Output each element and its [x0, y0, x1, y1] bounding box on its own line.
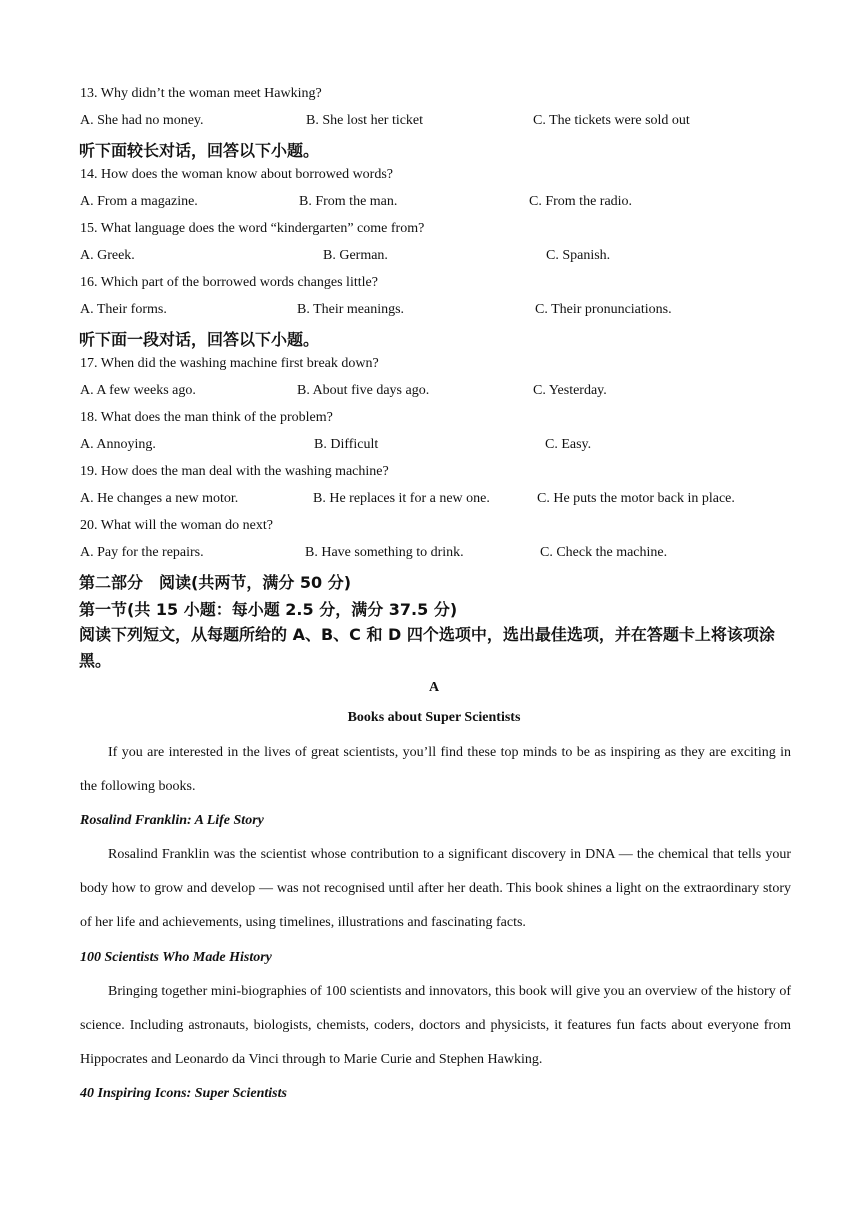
- question-17: 17. When did the washing machine first break down?: [80, 356, 379, 371]
- q15-option-b[interactable]: B. German.: [323, 248, 388, 263]
- book-title-100-scientists: 100 Scientists Who Made History: [80, 950, 272, 965]
- q13-option-a[interactable]: A. She had no money.: [80, 113, 204, 128]
- question-18: 18. What does the man think of the problem?: [80, 410, 333, 425]
- q18-option-a[interactable]: A. Annoying.: [80, 437, 156, 452]
- question-20: 20. What will the woman do next?: [80, 518, 273, 533]
- reading-directions: 阅读下列短文，从每题所给的 A、B、C 和 D 四个选项中，选出最佳选项，并在答题卡上将该项涂黑。: [79, 625, 775, 670]
- q16-option-a[interactable]: A. Their forms.: [80, 302, 167, 317]
- q15-option-c[interactable]: C. Spanish.: [546, 248, 611, 263]
- question-14: 14. How does the woman know about borrowed words?: [80, 167, 393, 182]
- book-title-rosalind-franklin: Rosalind Franklin: A Life Story: [80, 813, 264, 828]
- q15-option-a[interactable]: A. Greek.: [80, 248, 135, 263]
- q19-option-a[interactable]: A. He changes a new motor.: [80, 491, 239, 506]
- q16-option-b[interactable]: B. Their meanings.: [297, 302, 405, 317]
- q18-option-b[interactable]: B. Difficult: [314, 437, 379, 452]
- q14-option-b[interactable]: B. From the man.: [299, 194, 398, 209]
- part-two-heading: 第二部分 阅读(共两节，满分 50 分): [79, 573, 352, 592]
- q19-option-b[interactable]: B. He replaces it for a new one.: [313, 491, 490, 506]
- passage-letter: A: [428, 680, 440, 695]
- q17-option-b[interactable]: B. About five days ago.: [297, 383, 430, 398]
- q13-option-b[interactable]: B. She lost her ticket: [306, 113, 424, 128]
- question-16: 16. Which part of the borrowed words changes little?: [80, 275, 378, 290]
- instruction-longer-dialogue: 听下面较长对话，回答以下小题。: [79, 141, 320, 160]
- instruction-dialogue: 听下面一段对话，回答以下小题。: [79, 330, 320, 349]
- q14-option-c[interactable]: C. From the radio.: [529, 194, 633, 209]
- book-description-100-scientists: Bringing together mini-biographies of 100 scientists and innovators, this book will give you an overview of the history of science. Including astronauts, biologists, chemists, coders, doctors and physicists, it features fun facts about everyone from Hippocrates and Leonardo da Vinci through to Marie Curie and Stephen Hawking.: [80, 984, 791, 1067]
- q13-option-c[interactable]: C. The tickets were sold out: [533, 113, 690, 128]
- q19-option-c[interactable]: C. He puts the motor back in place.: [537, 491, 735, 506]
- passage-title: Books about Super Scientists: [347, 710, 521, 725]
- book-title-40-inspiring-icons: 40 Inspiring Icons: Super Scientists: [80, 1086, 287, 1101]
- q18-option-c[interactable]: C. Easy.: [545, 437, 592, 452]
- q14-option-a[interactable]: A. From a magazine.: [80, 194, 198, 209]
- question-19: 19. How does the man deal with the washing machine?: [80, 464, 389, 479]
- book-description-rosalind-franklin: Rosalind Franklin was the scientist whose contribution to a significant discovery in DNA — the chemical that tells your body how to grow and develop — was not recognised until after her death. This book shines a light on the extraordinary story of her life and achievements, using timelines, illustrations and fascinating facts.: [80, 847, 791, 930]
- intro-paragraph: If you are interested in the lives of great scientists, you’ll find these top minds to be as inspiring as they are exciting in the following books.: [80, 745, 791, 794]
- section-one-heading: 第一节(共 15 小题：每小题 2.5 分，满分 37.5 分): [79, 600, 458, 619]
- q20-option-b[interactable]: B. Have something to drink.: [305, 545, 464, 560]
- q16-option-c[interactable]: C. Their pronunciations.: [535, 302, 672, 317]
- q17-option-a[interactable]: A. A few weeks ago.: [80, 383, 196, 398]
- q17-option-c[interactable]: C. Yesterday.: [533, 383, 607, 398]
- q20-option-a[interactable]: A. Pay for the repairs.: [80, 545, 204, 560]
- q20-option-c[interactable]: C. Check the machine.: [540, 545, 668, 560]
- question-13: 13. Why didn’t the woman meet Hawking?: [80, 86, 322, 101]
- question-15: 15. What language does the word “kindergarten” come from?: [80, 221, 425, 236]
